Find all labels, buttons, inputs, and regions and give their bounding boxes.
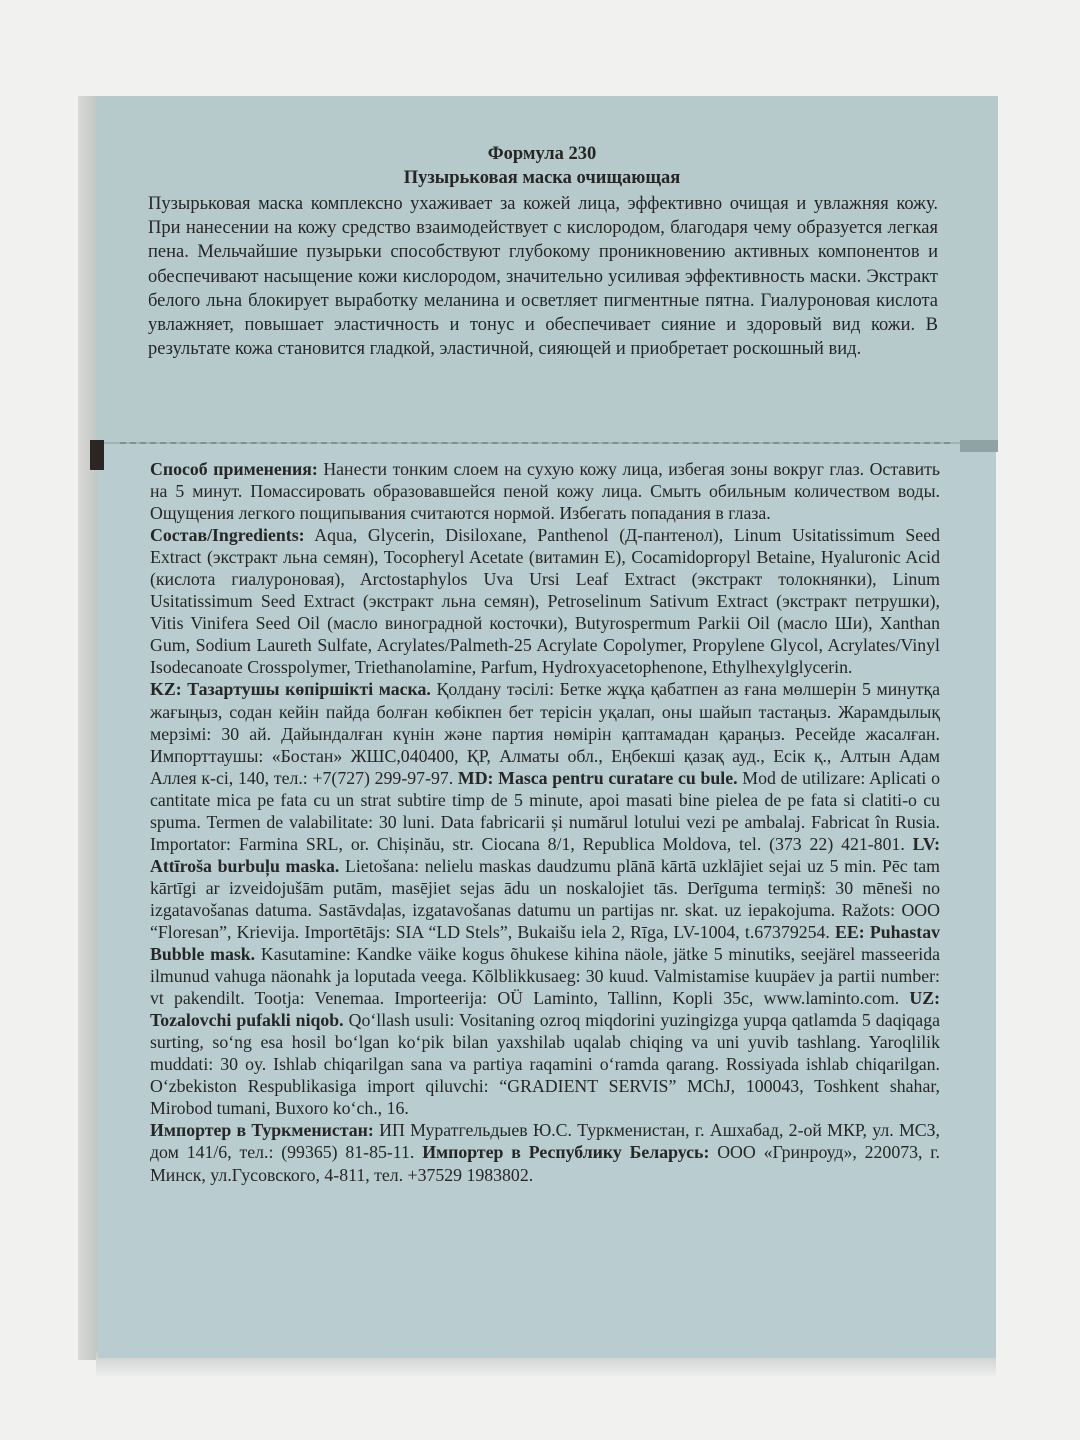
- flap-gap-shadow: [90, 440, 104, 470]
- importers-paragraph: [150, 1119, 940, 1185]
- flap-gap-right: [960, 440, 998, 452]
- usage-paragraph: [150, 458, 940, 524]
- kz-label: KZ: Тазартушы көпіршікті маска.: [150, 679, 431, 700]
- uz-text: Qo‘llash usuli: Vositaning ozroq miqdorini yuzingizga yupqa qatlamda 5 daqiqaga surting, so‘ng esa hosil bo‘lgan ko‘pik bilan yaxshilab uqalab chiqing va uni yuvib tashlang. Yaroqlilik muddati: 30 oy. Ishlab chiqarilgan sana va partiya raqamini o‘ramda qarang. Rossiyada ishlab chiqarilgan. O‘zbekiston Respublikasiga import qiluvchi: “GRADIENT SERVIS” MChJ, 100043, Toshkent shahar, Mirobod tumani, Buxoro ko‘ch., 16.: [150, 1010, 940, 1119]
- usage-text: Нанести тонким слоем на сухую кожу лица, избегая зоны вокруг глаз. Оставить на 5 минут. Помассировать образовавшейся пеной кожу лица. Смыть обильным количеством воды. Ощущения легкого пощипывания считаются нормой. Избегать попадания в глаза.: [150, 459, 940, 524]
- by-text: ООО «Гринроуд», 220073, г. Минск, ул.Гусовского, 4-811, тел. +37529 1983802.: [150, 1142, 941, 1185]
- product-description: Пузырьковая маска комплексно ухаживает за кожей лица, эффективно очищая и увлажняя кожу. При нанесении на кожу средство взаимодействует с кислородом, благодаря чему образуется легкая пена. Мельчайшие пузырьки способствуют глубокому проникновению активных компонентов и обеспечивают насыщение кожи кислородом, значительно усиливая эффективность маски. Экстракт белого льна блокирует выработку меланина и осветляет пигментные пятна. Гиалуроновая кислота увлажняет, повышает эластичность и тонус и обеспечивает сияние и здоровый вид кожи. В результате кожа становится гладкой, эластичной, сияющей и приобретает роскошный вид.: [148, 194, 938, 360]
- formula-title: Формула 230: [487, 144, 597, 164]
- md-text: Mod de utilizare: Aplicati o cantitate mica pe fata cu un strat subtire timp de 5 minute, apoi masati bine pielea de pe fata si clatiti-o cu spuma. Termen de valabilitate: 30 luni. Data fabricarii și numărul lotului vezi pe ambalaj. Fabricat în Rusia. Importator: Farmina SRL, or. Chișinău, str. Ciocana 8/1, Republica Moldova, tel. (373 22) 421-801.: [150, 767, 940, 854]
- usage-label: Способ применения:: [150, 459, 318, 479]
- translations-paragraph: [150, 678, 940, 1119]
- kz-text: Қолдану тәсілі: Бетке жұқа қабатпен аз ғана мөлшерін 5 минутқа жағыңыз, содан кейін пайда болған көбікпен бет терісін уқалап, оны шайып тастаңыз. Жарамдылық мерзімі: 30 ай. Дайындалған күнін және партия нөмірін қаптамадан қараңыз. Ресейде жасалған. Импорттаушы: «Бостан» ЖШС,040400, ҚР, Алматы обл., Еңбекші қазақ ауд., Есік қ., Алтын Адам Аллея к-сі, 140, тел.: +7(727) 299-97-97.: [150, 679, 940, 788]
- product-header: [148, 142, 936, 190]
- md-label: MD: Masca pentru curatare cu bule.: [457, 767, 738, 788]
- fold-line: [120, 442, 950, 444]
- label-body: [150, 458, 940, 1186]
- uz-label: UZ: Tozalovchi pufakli niqob.: [150, 988, 940, 1031]
- product-title: Пузырьковая маска очищающая: [403, 168, 681, 188]
- ingredients-label: Состав/Ingredients:: [150, 525, 305, 546]
- by-label: Импортер в Республику Беларусь:: [422, 1142, 710, 1163]
- ee-label: EE: Puhastav Bubble mask.: [150, 921, 941, 965]
- ingredients-text: Aqua, Glycerin, Disiloxane, Panthenol (Д-пантенол), Linum Usitatissimum Seed Extract (экстракт льна семян), Tocopheryl Acetate (витамин E), Cocamidopropyl Betaine, Hyaluronic Acid (кислота гиалуроновая), Arctostaphylos Uva Ursi Leaf Extract (экстракт толокнянки), Linum Usitatissimum Seed Extract (экстракт льна семян), Petroselinum Sativum Extract (экстракт петрушки), Vitis Vinifera Seed Oil (масло виноградной косточки), Butyrospermum Parkii Oil (масло Ши), Xanthan Gum, Sodium Laureth Sulfate, Acrylates/Palmeth-25 Acrylate Copolymer, Propylene Glycol, Acrylates/Vinyl Isodecanoate Crosspolymer, Triethanolamine, Parfum, Hydroxyacetophenone, Ethylhexylglycerin.: [150, 525, 940, 678]
- tm-label: Импортер в Туркменистан:: [150, 1120, 374, 1141]
- lv-text: Lietošana: nelielu maskas daudzumu plānā kārtā uzklājiet sejai uz 5 min. Pēc tam kārtīgi ar izveidojušām putām, masējiet sejas ādu un noskalojiet tās. Derīguma termiņš: 30 mēneši no izgatavošanas datuma. Sastāvdaļas, izgatavošanas datumu un partijas nr. skat. uz iepakojuma. Ražots: OOO “Floresan”, Krievija. Importētājs: SIA “LD Stels”, Bukaišu iela 2, Rīga, LV-1004, t.67379254.: [150, 855, 940, 942]
- lv-label: LV: Attīroša burbuļu maska.: [150, 833, 940, 876]
- ingredients-paragraph: [150, 524, 940, 678]
- tm-text: ИП Муратгельдыев Ю.С. Туркменистан, г. Ашхабад, 2-ой МКР, ул. МСЗ, дом 141/6, тел.: (99365) 81-85-11.: [150, 1120, 940, 1163]
- ee-text: Kasutamine: Kandke väike kogus õhukese kihina näole, jätke 5 minutiks, seejärel masseerida ilmunud vahuga näonahk ja loputada veega. Kõlblikkusaeg: 30 kuud. Valmistamise kuupäev ja partii number: vt pakendilt. Tootja: Venemaa. Importeerija: OÜ Laminto, Tallinn, Kopli 35c, www.laminto.com.: [150, 944, 940, 1009]
